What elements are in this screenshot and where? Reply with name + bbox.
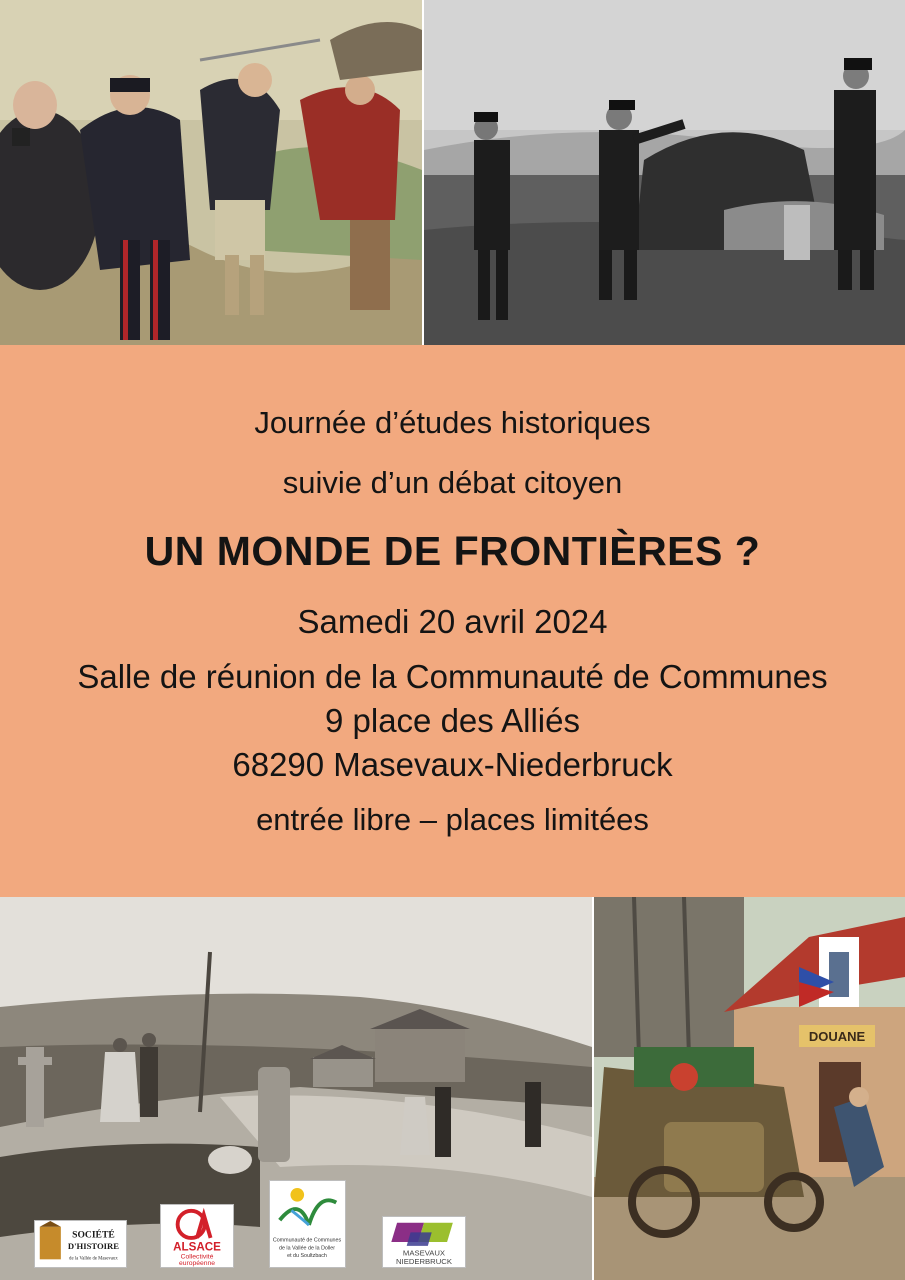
venue-street: 9 place des Alliés [325, 702, 580, 739]
officers-border-photo [424, 0, 905, 345]
event-date: Samedi 20 avril 2024 [297, 603, 608, 640]
soldiers-fighting-illustration [0, 0, 422, 345]
svg-text:et du Soultzbach: et du Soultzbach [287, 1253, 327, 1260]
communaute-communes-logo [269, 1180, 346, 1268]
svg-text:Communauté de Communes: Communauté de Communes [272, 1237, 342, 1244]
intro-line-2: suivie d’un débat citoyen [282, 465, 623, 500]
svg-text:SOCIÉTÉ: SOCIÉTÉ [72, 1229, 115, 1241]
event-info-panel [0, 345, 905, 897]
intro-line-1: Journée d’études historiques [254, 405, 651, 440]
masevaux-niederbruck-logo [382, 1216, 466, 1268]
svg-text:de la Vallée de la Doller: de la Vallée de la Doller [278, 1245, 336, 1252]
svg-text:Collectivité: Collectivité [180, 1253, 214, 1261]
svg-text:D'HISTOIRE: D'HISTOIRE [67, 1240, 119, 1251]
venue-name: Salle de réunion de la Communauté de Communes [77, 658, 828, 695]
svg-text:MASEVAUX: MASEVAUX [402, 1248, 446, 1258]
admission-note: entrée libre – places limitées [256, 802, 649, 837]
svg-text:de la Vallée de Masevaux: de la Vallée de Masevaux [69, 1256, 118, 1262]
svg-text:ALSACE: ALSACE [173, 1240, 221, 1254]
alsace-collectivite-logo [160, 1204, 234, 1268]
event-title: UN MONDE DE FRONTIÈRES ? [144, 528, 761, 574]
venue-city: 68290 Masevaux-Niederbruck [232, 746, 673, 783]
svg-text:européenne: européenne [178, 1260, 216, 1267]
societe-histoire-logo [34, 1220, 127, 1268]
douane-car-illustration [594, 897, 905, 1280]
svg-text:NIEDERBRUCK: NIEDERBRUCK [396, 1257, 452, 1267]
douane-sign: DOUANE [808, 1029, 866, 1044]
